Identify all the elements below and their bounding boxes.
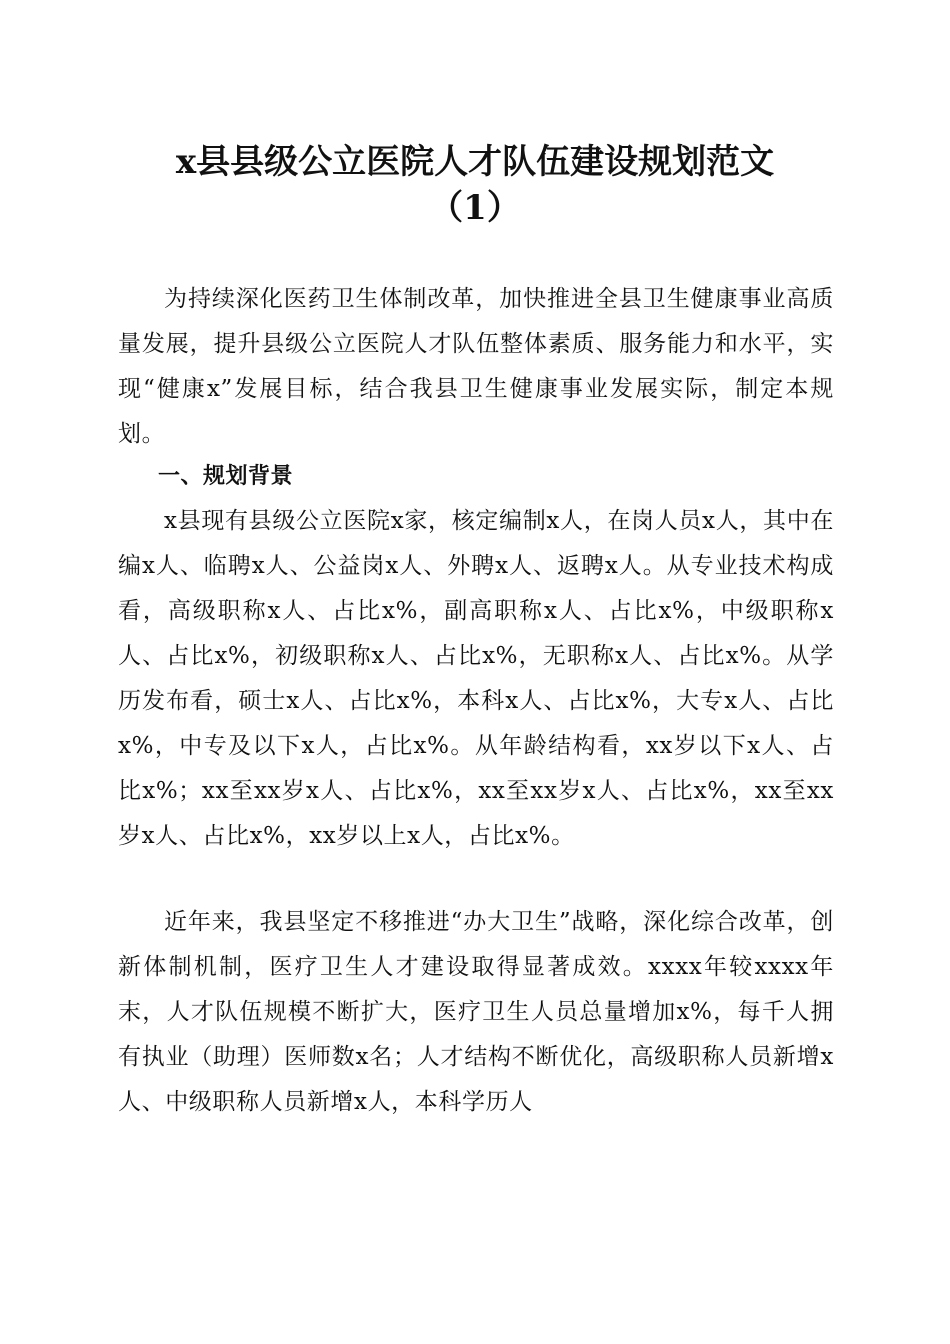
intro-paragraph: 为持续深化医药卫生体制改革，加快推进全县卫生健康事业高质量发展，提升县级公立医院人才队伍整体素质、服务能力和水平，实现“健康x”发展目标，结合我县卫生健康事业发展实际，制定本规划。 (118, 286, 834, 447)
section-heading-background: 一、规划背景 (158, 464, 294, 489)
document-title: x县县级公立医院人才队伍建设规划范文 (175, 142, 775, 182)
document-title-number: （1） (429, 188, 521, 228)
background-paragraph-2: 近年来，我县坚定不移推进“办大卫生”战略，深化综合改革，创新体制机制，医疗卫生人才建设取得显著成效。xxxx年较xxxx年末，人才队伍规模不断扩大，医疗卫生人员总量增加x%，每千人拥有执业（助理）医师数x名；人才结构不断优化，高级职称人员新增x人、中级职称人员新增x人，本科学历人 (118, 909, 834, 1115)
background-paragraph-1: x县现有县级公立医院x家，核定编制x人，在岗人员x人，其中在编x人、临聘x人、公益岗x人、外聘x人、返聘x人。从专业技术构成看，高级职称x人、占比x%，副高职称x人、占比x%，中级职称x人、占比x%，初级职称x人、占比x%，无职称x人、占比x%。从学历发布看，硕士x人、占比x%，本科x人、占比x%，大专x人、占比x%，中专及以下x人，占比x%。从年龄结构看，xx岁以下x人、占比x%；xx至xx岁x人、占比x%，xx至xx岁x人、占比x%，xx至xx岁x人、占比x%，xx岁以上x人，占比x%。 (118, 508, 834, 849)
